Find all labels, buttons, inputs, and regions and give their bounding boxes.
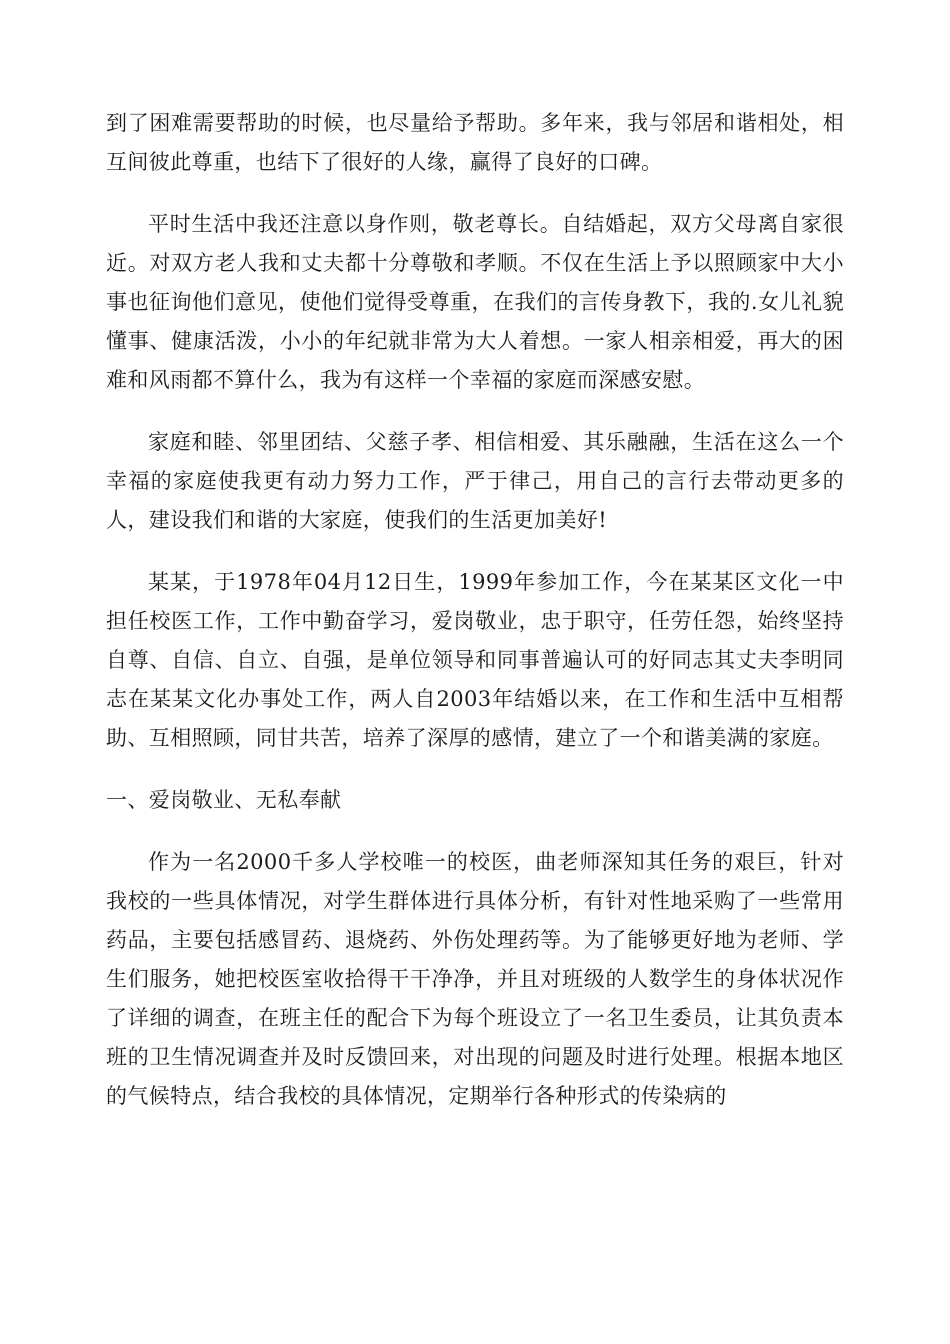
paragraph-neighbors: 到了困难需要帮助的时候，也尽量给予帮助。多年来，我与邻居和谐相处，相互间彼此尊重，也结下了很好的人缘，赢得了良好的口碑。 xyxy=(106,111,844,174)
paragraph-respect-elders: 平时生活中我还注意以身作则，敬老尊长。自结婚起，双方父母离自家很近。对双方老人我和丈夫都十分尊敬和孝顺。不仅在生活上予以照顾家中大小事也征询他们意见，使他们觉得受尊重，在我们的言传身教下，我的.女儿礼貌懂事、健康活泼，小小的年纪就非常为大人着想。一家人相亲相爱，再大的困难和风雨都不算什么，我为有这样一个幸福的家庭而深感安慰。 xyxy=(106,212,844,392)
section-heading: 一、爱岗敬业、无私奉献 xyxy=(106,788,342,812)
paragraph-profile: 某某，于1978年04月12日生，1999年参加工作，今在某某区文化一中担任校医工作，工作中勤奋学习，爱岗敬业，忠于职守，任劳任怨，始终坚持自尊、自信、自立、自强，是单位领导和同事普遍认可的好同志其丈夫李明同志在某某文化办事处工作，两人自2003年结婚以来，在工作和生活中互相帮助、互相照顾，同甘共苦，培养了深厚的感情，建立了一个和谐美满的家庭。 xyxy=(106,570,844,750)
paragraph-school-doctor: 作为一名2000千多人学校唯一的校医，曲老师深知其任务的艰巨，针对我校的一些具体情况，对学生群体进行具体分析，有针对性地采购了一些常用药品，主要包括感冒药、退烧药、外伤处理药等。为了能够更好地为老师、学生们服务，她把校医室收拾得干干净净，并且对班级的人数学生的身体状况作了详细的调查，在班主任的配合下为每个班设立了一名卫生委员，让其负责本班的卫生情况调查并及时反馈回来，对出现的问题及时进行处理。根据本地区的气候特点，结合我校的具体情况，定期举行各种形式的传染病的 xyxy=(106,850,844,1108)
paragraph-family-harmony: 家庭和睦、邻里团结、父慈子孝、相信相爱、其乐融融，生活在这么一个幸福的家庭使我更有动力努力工作，严于律己，用自己的言行去带动更多的人，建设我们和谐的大家庭，使我们的生活更加美好! xyxy=(106,430,844,532)
document-body xyxy=(106,104,844,1139)
